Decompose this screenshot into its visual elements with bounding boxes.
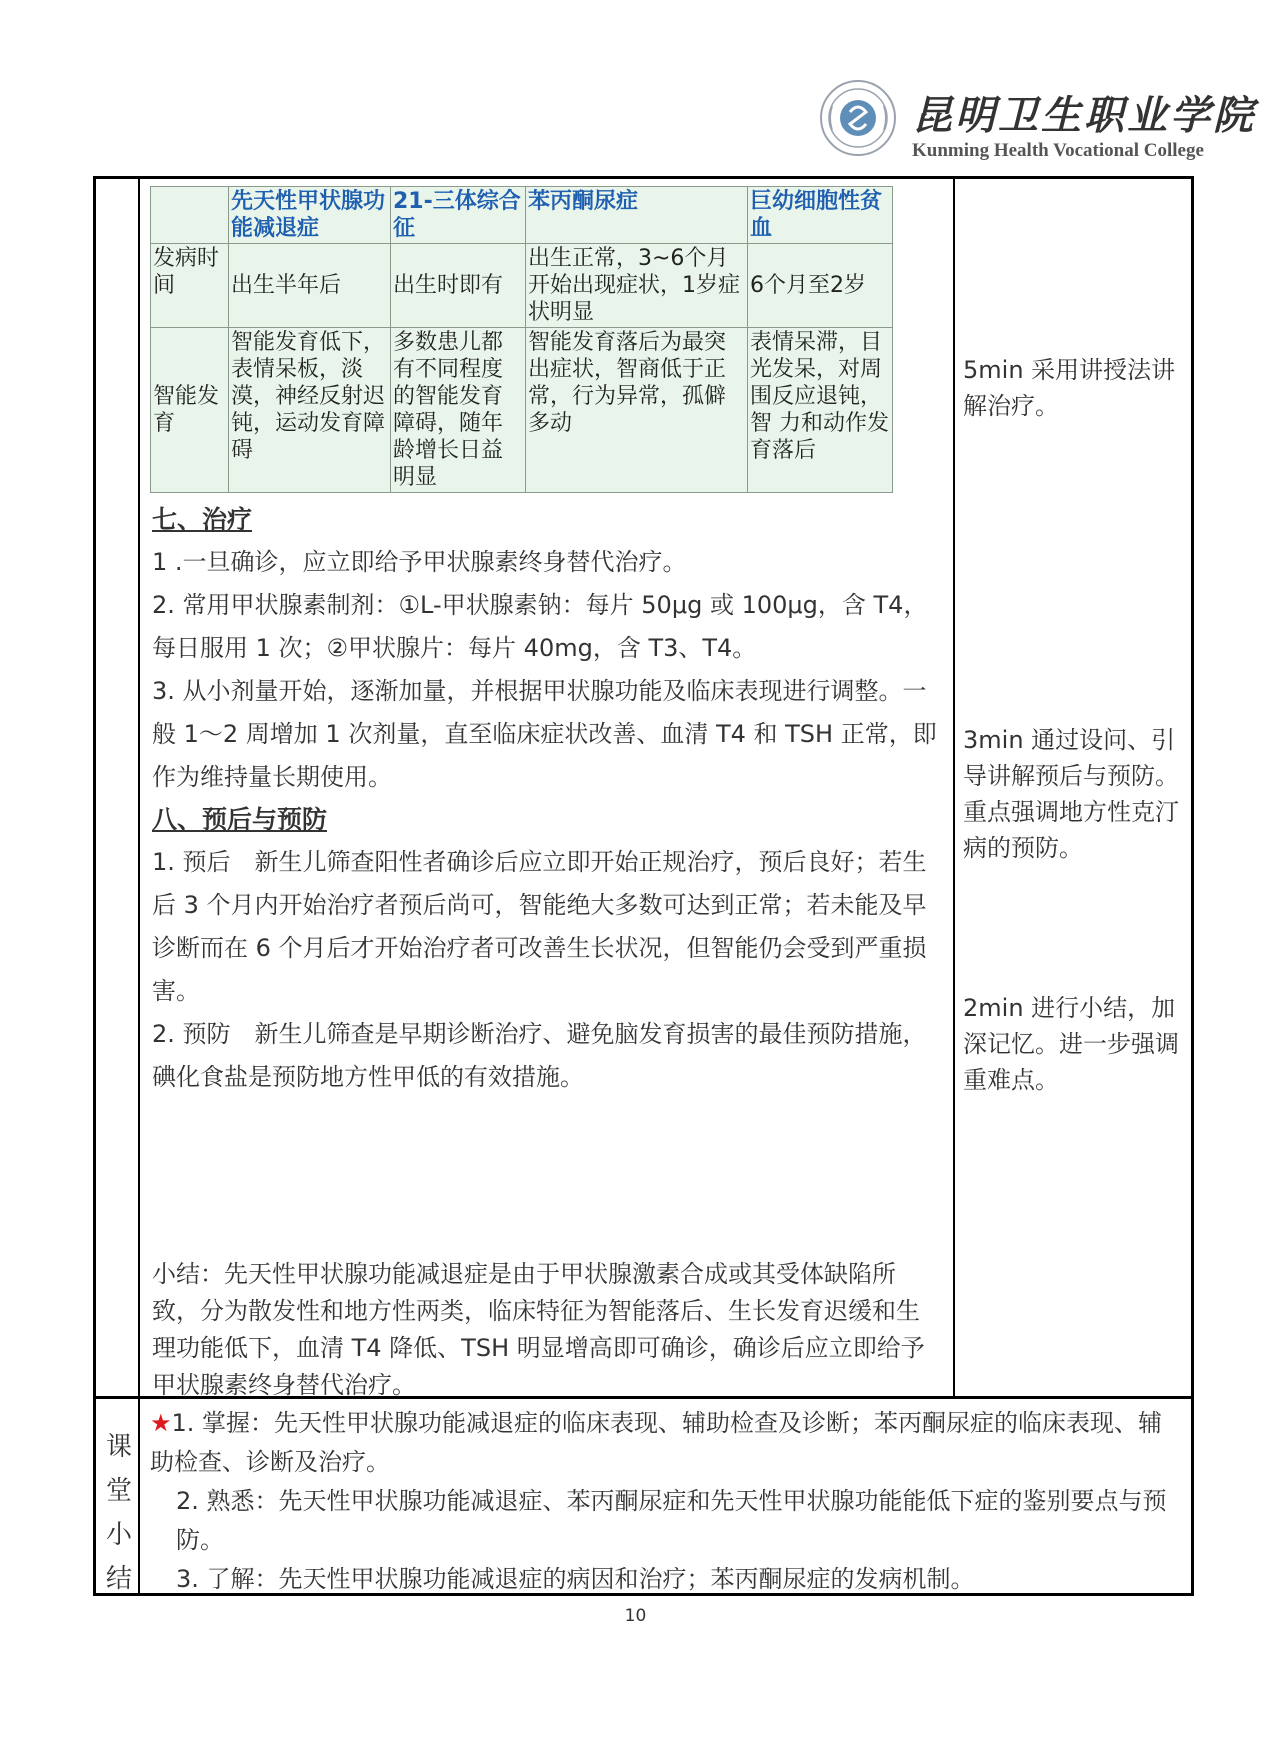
comparison-table bbox=[150, 186, 893, 493]
conclusion-paragraph: 小结：先天性甲状腺功能减退症是由于甲状腺激素合成或其受体缺陷所致，分为散发性和地方性两类，临床特征为智能落后、生长发育迟缓和生理功能低下，血清 T4 降低、TSH 明显增高即可确诊，确诊后应立即给予甲状腺素终身替代治疗。 bbox=[152, 1260, 925, 1399]
table-row-label: 发病时间 bbox=[151, 244, 229, 328]
side-column-divider bbox=[953, 176, 955, 1396]
summary-item: 3. 了解：先天性甲状腺功能减退症的病因和治疗；苯丙酮尿症的发病机制。 bbox=[176, 1565, 975, 1593]
table-cell: 出生半年后 bbox=[229, 244, 391, 328]
side-note-summary: 2min 进行小结，加深记忆。进一步强调重难点。 bbox=[963, 994, 1179, 1094]
treatment-section bbox=[152, 498, 942, 799]
table-header-cell bbox=[151, 187, 229, 244]
table-cell: 表情呆滞，目光发呆，对周围反应退钝，智 力和动作发育落后 bbox=[748, 328, 893, 493]
table-header-cell: 苯丙酮尿症 bbox=[526, 187, 748, 244]
prognosis-item: 1. 预后 新生儿筛查阳性者确诊后应立即开始正规治疗，预后良好；若生后 3 个月内开始治疗者预后尚可，智能绝大多数可达到正常；若未能及早诊断而在 6 个月后才开始治疗者可改善生长状况，但智能仍会受到严重损害。 bbox=[152, 848, 927, 1005]
table-header-cell: 21-三体综合征 bbox=[391, 187, 526, 244]
section-title-treatment: 七、治疗 bbox=[152, 505, 253, 534]
treatment-item: 3. 从小剂量开始，逐渐加量，并根据甲状腺功能及临床表现进行调整。一般 1～2 周增加 1 次剂量，直至临床症状改善、血清 T4 和 TSH 正常，即作为维持量长期使用。 bbox=[152, 677, 937, 791]
college-name-cn: 昆明卫生职业学院 bbox=[912, 92, 1256, 139]
summary-content bbox=[150, 1404, 1186, 1599]
treatment-item: 1 .一旦确诊，应立即给予甲状腺素终身替代治疗。 bbox=[152, 548, 687, 576]
table-cell: 智能发育落后为最突出症状，智商低于正常，行为异常，孤僻多动 bbox=[526, 328, 748, 493]
college-logo-icon bbox=[818, 78, 898, 158]
summary-label: 课堂小结 bbox=[105, 1432, 132, 1594]
page-number: 10 bbox=[624, 1606, 647, 1626]
table-row bbox=[151, 244, 893, 328]
section-title-prognosis: 八、预后与预防 bbox=[152, 805, 328, 834]
table-header-cell: 先天性甲状腺功能减退症 bbox=[229, 187, 391, 244]
table-row-label: 智能发育 bbox=[151, 328, 229, 493]
treatment-item: 2. 常用甲状腺素制剂：①L-甲状腺素钠：每片 50μg 或 100μg，含 T4，每日服用 1 次；②甲状腺片：每片 40mg，含 T3、T4。 bbox=[152, 591, 928, 662]
table-cell: 智能发育低下，表情呆板，淡漠，神经反射迟钝，运动发育障碍 bbox=[229, 328, 391, 493]
prognosis-item: 2. 预防 新生儿筛查是早期诊断治疗、避免脑发育损害的最佳预防措施，碘化食盐是预防地方性甲低的有效措施。 bbox=[152, 1020, 927, 1091]
summary-item: ★1. 掌握：先天性甲状腺功能减退症的临床表现、辅助检查及诊断；苯丙酮尿症的临床表现、辅助检查、诊断及治疗。 bbox=[150, 1409, 1163, 1476]
label-column-divider bbox=[138, 176, 140, 1596]
college-name-en: Kunming Health Vocational College bbox=[912, 140, 1204, 161]
table-cell: 6个月至2岁 bbox=[748, 244, 893, 328]
table-cell: 出生正常，3~6个月开始出现症状，1岁症状明显 bbox=[526, 244, 748, 328]
table-cell: 出生时即有 bbox=[391, 244, 526, 328]
table-row bbox=[151, 328, 893, 493]
table-cell: 多数患儿都有不同程度的智能发育障碍，随年龄增长日益明显 bbox=[391, 328, 526, 493]
side-note-treatment: 5min 采用讲授法讲解治疗。 bbox=[963, 356, 1176, 420]
prognosis-section bbox=[152, 798, 942, 1099]
star-icon: ★ bbox=[150, 1409, 172, 1437]
table-header-cell: 巨幼细胞性贫血 bbox=[748, 187, 893, 244]
summary-item: 2. 熟悉：先天性甲状腺功能减退症、苯丙酮尿症和先天性甲状腺功能能低下症的鉴别要点与预防。 bbox=[176, 1487, 1167, 1554]
side-note-prognosis: 3min 通过设问、引导讲解预后与预防。重点强调地方性克汀病的预防。 bbox=[963, 726, 1179, 862]
